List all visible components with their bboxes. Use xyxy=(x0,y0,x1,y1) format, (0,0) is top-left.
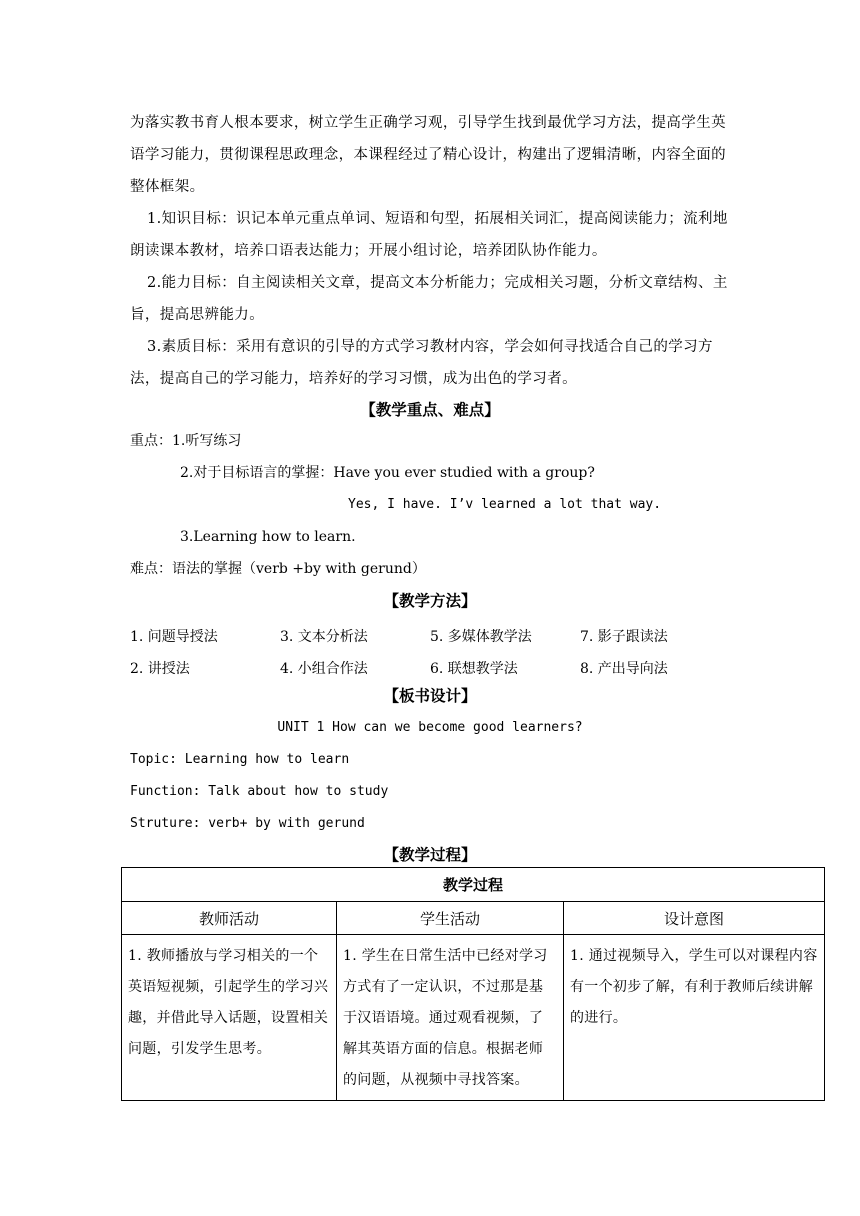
process-heading: 【教学过程】 xyxy=(383,845,477,864)
table-title: 教学过程 xyxy=(122,868,825,902)
methods-heading: 【教学方法】 xyxy=(383,591,477,610)
table-header-row xyxy=(122,902,825,935)
key-points-heading: 【教学重点、难点】 xyxy=(360,400,500,419)
intro-paragraph: 为落实教书育人根本要求，树立学生正确学习观，引导学生找到最优学习方法，提高学生英语学习能力，贯彻课程思政理念，本课程经过了精心设计，构建出了逻辑清晰，内容全面的整体框架。 xyxy=(130,115,726,195)
unit-title: UNIT 1 How can we become good learners? xyxy=(277,720,583,735)
focus-item-2-text: 2.对于目标语言的掌握：Have you ever studied with a group? xyxy=(180,465,595,481)
table-title-row xyxy=(122,868,825,902)
method-item: 8. 产出导向法 xyxy=(580,661,668,677)
board-design-heading: 【板书设计】 xyxy=(383,686,477,705)
table-cell: 1. 教师播放与学习相关的一个英语短视频，引起学生的学习兴趣，并借此导入话题，设置相关问题，引发学生思考。 xyxy=(122,935,337,1101)
board-topic: Topic: Learning how to learn xyxy=(130,752,350,767)
method-item: 2. 讲授法 xyxy=(130,661,190,677)
table-cell: 1. 学生在日常生活中已经对学习方式有了一定认识，不过那是基于汉语语境。通过观看视频，了解其英语方面的信息。根据老师的问题，从视频中寻找答案。 xyxy=(337,935,564,1101)
ability-goal: 2.能力目标：自主阅读相关文章，提高文本分析能力；完成相关习题，分析文章结构、主旨，提高思辨能力。 xyxy=(130,275,728,323)
method-item: 3. 文本分析法 xyxy=(280,629,368,645)
methods-row xyxy=(130,620,730,652)
method-item: 6. 联想教学法 xyxy=(430,661,518,677)
methods-list xyxy=(130,620,730,684)
difficulty-item: 难点：语法的掌握（verb +by with gerund） xyxy=(130,561,426,577)
method-item: 5. 多媒体教学法 xyxy=(430,629,532,645)
method-item: 7. 影子跟读法 xyxy=(580,629,668,645)
column-header: 设计意图 xyxy=(564,902,825,935)
focus-item-2-answer: Yes, I have. I’v learned a lot that way. xyxy=(348,497,662,512)
board-function: Function: Talk about how to study xyxy=(130,784,389,799)
table-cell: 1. 通过视频导入，学生可以对课程内容有一个初步了解，有利于教师后续讲解的进行。 xyxy=(564,935,825,1101)
method-item: 4. 小组合作法 xyxy=(280,661,368,677)
quality-goal: 3.素质目标：采用有意识的引导的方式学习教材内容，学会如何寻找适合自己的学习方法，提高自己的学习能力，培养好的学习习惯，成为出色的学习者。 xyxy=(130,339,713,387)
focus-item-3: 3.Learning how to learn. xyxy=(180,529,356,545)
focus-item-2 xyxy=(180,461,595,485)
process-table xyxy=(121,867,825,1101)
knowledge-goal: 1.知识目标：识记本单元重点单词、短语和句型，拓展相关词汇，提高阅读能力；流利地朗读课本教材，培养口语表达能力；开展小组讨论，培养团队协作能力。 xyxy=(130,211,728,259)
board-structure: Struture: verb+ by with gerund xyxy=(130,816,365,831)
method-item: 1. 问题导授法 xyxy=(130,629,218,645)
column-header: 教师活动 xyxy=(122,902,337,935)
methods-row xyxy=(130,652,730,684)
focus-item-1: 重点：1.听写练习 xyxy=(130,433,242,449)
table-row xyxy=(122,935,825,1101)
column-header: 学生活动 xyxy=(337,902,564,935)
